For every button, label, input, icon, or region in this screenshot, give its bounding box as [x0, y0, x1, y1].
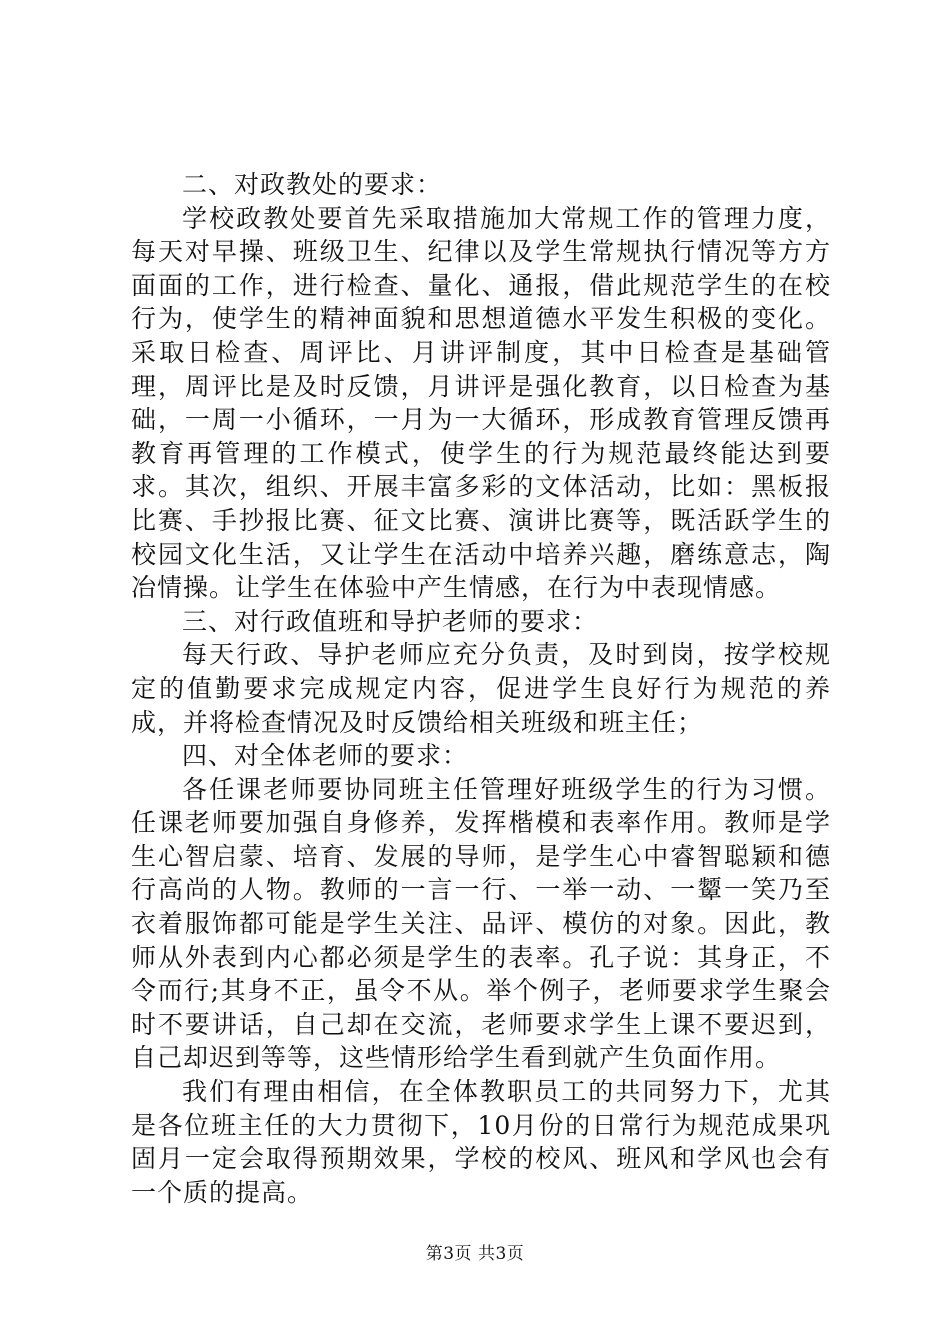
- paragraph-political-office: 学校政教处要首先采取措施加大常规工作的管理力度，每天对早操、班级卫生、纪律以及学生常规执行情况等方方面面的工作，进行检查、量化、通报，借此规范学生的在校行为，使学生的精神面貌和思想道德水平发生积极的变化。采取日检查、周评比、月讲评制度，其中日检查是基础管理，周评比是及时反馈，月讲评是强化教育，以日检查为基础，一周一小循环，一月为一大循环，形成教育管理反馈再教育再管理的工作模式，使学生的行为规范最终能达到要求。其次，组织、开展丰富多彩的文体活动，比如：黑板报比赛、手抄报比赛、征文比赛、演讲比赛等，既活跃学生的校园文化生活，又让学生在活动中培养兴趣，磨练意志，陶冶情操。让学生在体验中产生情感，在行为中表现情感。: [131, 203, 831, 603]
- section-heading-all-teachers: 四、对全体老师的要求：: [182, 741, 469, 771]
- document-body: [131, 168, 831, 1209]
- paragraph-duty-teachers: 每天行政、导护老师应充分负责，及时到岗，按学校规定的值勤要求完成规定内容，促进学生良好行为规范的养成，并将检查情况及时反馈给相关班级和班主任；: [131, 640, 831, 737]
- section-heading-political-office: 二、对政教处的要求：: [182, 170, 443, 199]
- paragraph-all-teachers: 各任课老师要协同班主任管理好班级学生的行为习惯。任课老师要加强自身修养，发挥楷模和表率作用。教师是学生心智启蒙、培育、发展的导师，是学生心中睿智聪颖和德行高尚的人物。教师的一言一行、一举一动、一颦一笑乃至衣着服饰都可能是学生关注、品评、模仿的对象。因此，教师从外表到内心都必须是学生的表率。孔子说：其身正，不令而行;其身不正，虽令不从。举个例子，老师要求学生聚会时不要讲话，自己却在交流，老师要求学生上课不要迟到，自己却迟到等等，这些情形给学生看到就产生负面作用。: [131, 774, 831, 1073]
- section-heading-duty-teachers: 三、对行政值班和导护老师的要求：: [182, 606, 599, 636]
- page-number-footer: 第3页 共3页: [425, 1244, 525, 1264]
- paragraph-conclusion: 我们有理由相信，在全体教职员工的共同努力下，尤其是各位班主任的大力贯彻下，10月份的日常行为规范成果巩固月一定会取得预期效果，学校的校风、班风和学风也会有一个质的提高。: [131, 1077, 831, 1207]
